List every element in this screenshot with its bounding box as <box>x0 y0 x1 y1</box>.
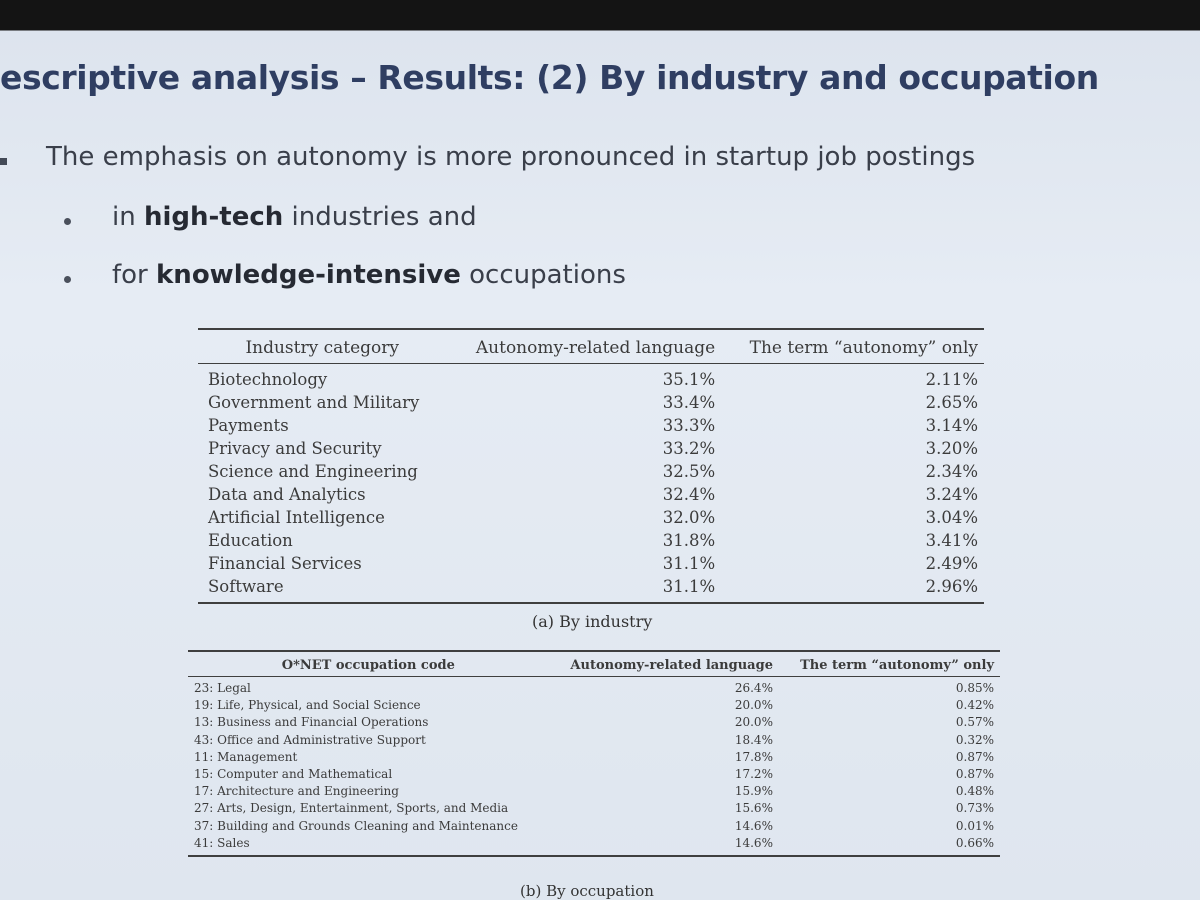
autonomy-language-value: 31.1% <box>662 577 716 596</box>
autonomy-term-value: 3.20% <box>925 439 978 458</box>
autonomy-term-value: 2.65% <box>925 393 978 412</box>
occupation-name: 15: Computer and Mathematical <box>194 767 393 782</box>
autonomy-term-value: 0.48% <box>955 784 994 799</box>
autonomy-term-value: 0.32% <box>955 732 994 747</box>
occupation-name: 37: Building and Grounds Cleaning and Maintenance <box>194 818 518 833</box>
autonomy-term-value: 0.66% <box>955 835 994 850</box>
occupation-name: 41: Sales <box>194 835 250 850</box>
autonomy-language-value: 14.6% <box>734 818 773 833</box>
sub-bullet-suffix: industries and <box>283 202 477 232</box>
table-header-row <box>198 329 984 364</box>
table-row <box>188 783 1000 800</box>
autonomy-term-value: 0.87% <box>955 767 994 782</box>
autonomy-language-value: 14.6% <box>734 835 773 850</box>
table-row <box>188 818 1000 835</box>
autonomy-language-value: 20.0% <box>734 698 773 713</box>
autonomy-term-value: 2.96% <box>925 577 978 596</box>
table-row <box>188 677 1000 698</box>
autonomy-language-value: 18.4% <box>734 732 773 747</box>
table-row <box>188 766 1000 783</box>
sub-bullet-bold: high-tech <box>143 202 284 232</box>
table-row <box>198 483 984 506</box>
industry-name: Science and Engineering <box>208 462 418 481</box>
table-row <box>198 437 984 460</box>
industry-table-caption: (a) By industry <box>532 612 653 631</box>
autonomy-language-value: 33.2% <box>662 439 716 458</box>
industry-name: Privacy and Security <box>208 439 382 458</box>
sub-bullet-high-tech <box>112 202 477 232</box>
industry-name: Artificial Intelligence <box>208 508 385 527</box>
occupation-name: 27: Arts, Design, Entertainment, Sports, and Media <box>194 801 509 816</box>
column-header-autonomy-language: Autonomy-related language <box>549 651 779 677</box>
table-row <box>198 575 984 603</box>
industry-name: Financial Services <box>208 554 362 573</box>
main-bullet-text: The emphasis on autonomy is more pronounced in startup job postings <box>46 142 976 172</box>
sub-bullet-prefix: in <box>112 202 144 232</box>
autonomy-language-value: 17.8% <box>734 749 773 764</box>
table-row <box>188 749 1000 766</box>
autonomy-term-value: 2.11% <box>925 370 978 389</box>
autonomy-language-value: 33.3% <box>662 416 716 435</box>
autonomy-term-value: 3.04% <box>925 508 978 527</box>
autonomy-term-value: 2.34% <box>925 462 978 481</box>
column-header-autonomy-term: The term “autonomy” only <box>779 651 1000 677</box>
table-row <box>188 800 1000 817</box>
occupation-name: 43: Office and Administrative Support <box>194 732 426 747</box>
occupation-name: 11: Management <box>194 749 298 764</box>
round-bullet-icon <box>64 276 71 283</box>
table-row <box>198 364 984 392</box>
industry-name: Government and Military <box>208 393 420 412</box>
autonomy-term-value: 3.41% <box>925 531 978 550</box>
autonomy-language-value: 31.1% <box>662 554 716 573</box>
autonomy-term-value: 0.01% <box>955 818 994 833</box>
autonomy-term-value: 0.42% <box>955 698 994 713</box>
table-row <box>188 732 1000 749</box>
slide <box>0 30 1200 900</box>
autonomy-term-value: 3.24% <box>925 485 978 504</box>
industry-name: Payments <box>208 416 289 435</box>
table-header-row <box>188 651 1000 677</box>
autonomy-language-value: 32.4% <box>662 485 716 504</box>
round-bullet-icon <box>64 218 71 225</box>
table-row <box>198 391 984 414</box>
autonomy-term-value: 0.85% <box>955 681 994 695</box>
table-row <box>188 714 1000 731</box>
sub-bullet-suffix: occupations <box>460 260 626 290</box>
autonomy-language-value: 31.8% <box>662 531 716 550</box>
autonomy-term-value: 0.57% <box>955 715 994 730</box>
table-row <box>198 460 984 483</box>
occupation-table-caption: (b) By occupation <box>520 882 654 900</box>
autonomy-language-value: 32.5% <box>662 462 716 481</box>
occupation-table <box>188 650 1000 857</box>
column-header-autonomy-term: The term “autonomy” only <box>721 329 984 364</box>
autonomy-language-value: 20.0% <box>734 715 773 730</box>
autonomy-language-value: 33.4% <box>662 393 716 412</box>
autonomy-language-value: 32.0% <box>662 508 716 527</box>
industry-name: Software <box>208 577 284 596</box>
table-row <box>198 414 984 437</box>
autonomy-language-value: 35.1% <box>662 370 716 389</box>
sub-bullet-knowledge <box>112 260 626 290</box>
sub-bullet-prefix: for <box>112 260 157 290</box>
autonomy-term-value: 0.73% <box>955 801 994 816</box>
autonomy-language-value: 17.2% <box>734 767 773 782</box>
column-header-autonomy-language: Autonomy-related language <box>446 329 721 364</box>
table-row <box>198 506 984 529</box>
occupation-name: 13: Business and Financial Operations <box>194 715 429 730</box>
square-bullet-icon <box>0 158 7 165</box>
autonomy-term-value: 0.87% <box>955 749 994 764</box>
industry-table <box>198 328 984 604</box>
column-header-occupation: O*NET occupation code <box>188 651 549 677</box>
industry-name: Education <box>208 531 293 550</box>
autonomy-language-value: 26.4% <box>734 681 773 695</box>
sub-bullet-bold: knowledge-intensive <box>156 260 461 290</box>
industry-name: Biotechnology <box>208 370 328 389</box>
table-row <box>188 835 1000 856</box>
table-row <box>198 529 984 552</box>
table-row <box>188 697 1000 714</box>
slide-title: escriptive analysis – Results: (2) By industry and occupation <box>0 58 1099 97</box>
column-header-industry: Industry category <box>198 329 446 364</box>
autonomy-language-value: 15.9% <box>734 784 773 799</box>
industry-name: Data and Analytics <box>208 485 366 504</box>
occupation-name: 19: Life, Physical, and Social Science <box>194 698 421 713</box>
occupation-name: 23: Legal <box>194 681 251 695</box>
table-row <box>198 552 984 575</box>
autonomy-term-value: 3.14% <box>925 416 978 435</box>
occupation-name: 17: Architecture and Engineering <box>194 784 399 799</box>
autonomy-term-value: 2.49% <box>925 554 978 573</box>
autonomy-language-value: 15.6% <box>734 801 773 816</box>
